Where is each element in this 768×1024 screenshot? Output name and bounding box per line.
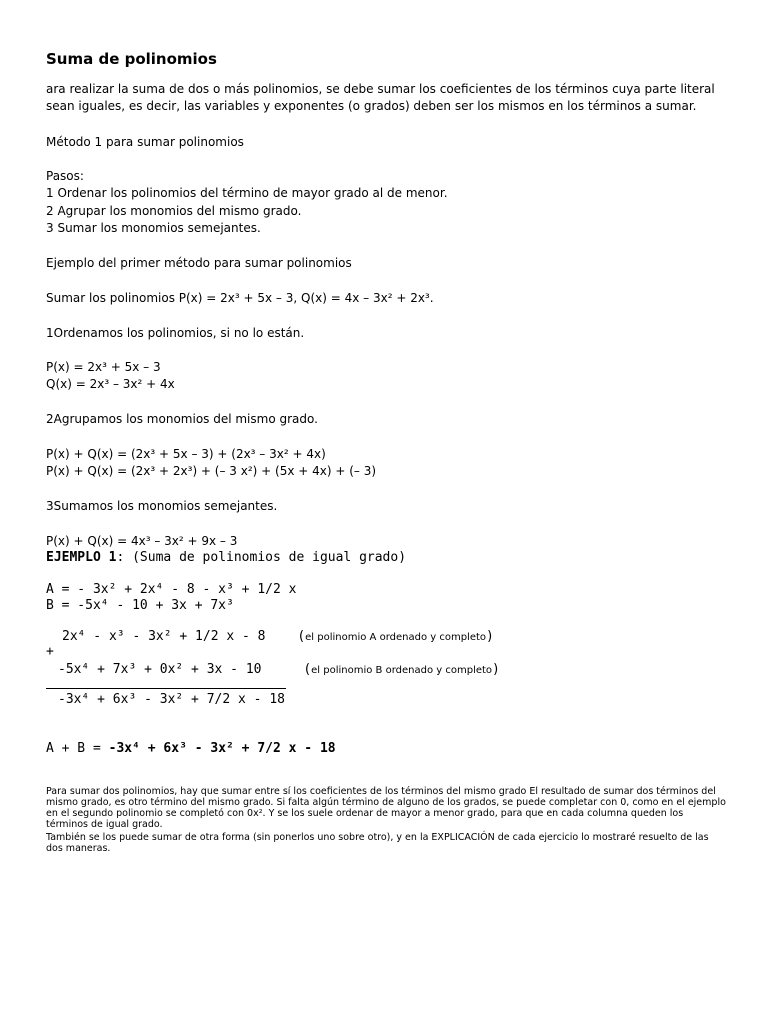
step1-heading: 1Ordenamos los polinomios, si no lo están.: [46, 326, 305, 340]
definition-a: A = - 3x² + 2x⁴ - 8 - x³ + 1/2 x: [46, 582, 297, 597]
ejemplo1-subtitle: : (Suma de polinomios de igual grado): [116, 550, 407, 565]
plus-sign: +: [46, 644, 54, 659]
step3-result: P(x) + Q(x) = 4x³ – 3x² + 9x – 3: [46, 534, 238, 548]
method-heading: Método 1 para sumar polinomios: [46, 135, 244, 149]
sum-statement: Sumar los polinomios P(x) = 2x³ + 5x – 3, Q(x) = 4x – 3x² + 2x³.: [46, 291, 434, 305]
step-item: 1 Ordenar los polinomios del término de mayor grado al de menor.: [46, 186, 448, 200]
row-a-terms: 2x⁴ - x³ - 3x² + 1/2 x - 8: [62, 629, 266, 644]
polynomial-p: P(x) = 2x³ + 5x – 3: [46, 360, 161, 374]
sum-row: -3x⁴ + 6x³ - 3x² + 7/2 x - 18: [58, 692, 285, 707]
ejemplo1-label: EJEMPLO 1: [46, 550, 117, 565]
sum-divider-line: [46, 688, 286, 689]
ejemplo1-heading: [46, 549, 406, 566]
ordered-row-b: -5x⁴ + 7x³ + 0x² + 3x - 10 (el polinomio B ordenado y completo): [58, 662, 500, 677]
step-item: 2 Agrupar los monomios del mismo grado.: [46, 204, 302, 218]
row-a-note: el polinomio A ordenado y completo: [305, 632, 487, 643]
final-result: [46, 740, 336, 757]
definition-b: B = -5x⁴ - 10 + 3x + 7x³: [46, 598, 234, 613]
intro-paragraph: ara realizar la suma de dos o más polinomios, se debe sumar los coeficientes de los términos cuya parte literal sean iguales, es decir, las variables y exponentes (o grados) deben ser los mismos en los términos a sumar.: [46, 82, 715, 113]
step2-heading: 2Agrupamos los monomios del mismo grado.: [46, 412, 318, 426]
row-b-terms: -5x⁴ + 7x³ + 0x² + 3x - 10: [58, 662, 262, 677]
ordered-row-a: 2x⁴ - x³ - 3x² + 1/2 x - 8 (el polinomio A ordenado y completo): [62, 629, 494, 644]
example-heading: Ejemplo del primer método para sumar polinomios: [46, 256, 352, 270]
grouping-line: P(x) + Q(x) = (2x³ + 5x – 3) + (2x³ – 3x² + 4x): [46, 447, 326, 461]
page-title: Suma de polinomios: [46, 50, 217, 68]
polynomial-q: Q(x) = 2x³ – 3x² + 4x: [46, 377, 175, 391]
row-b-note: el polinomio B ordenado y completo: [311, 665, 493, 676]
step-item: 3 Sumar los monomios semejantes.: [46, 221, 261, 235]
result-prefix: A + B =: [46, 741, 109, 756]
step3-heading: 3Sumamos los monomios semejantes.: [46, 499, 278, 513]
result-value: -3x⁴ + 6x³ - 3x² + 7/2 x - 18: [108, 741, 336, 756]
steps-label: Pasos:: [46, 169, 84, 183]
explanation-paragraph: Para sumar dos polinomios, hay que sumar entre sí los coeficientes de los términos del mismo grado El resultado de sumar dos términos del mismo grado, es otro término del mismo grado. Si falta algún término de alguno de los grados, se puede completar con 0, como en el ejemplo en el segundo polinomio se completó con 0x². Y se los suele ordenar de mayor a menor grado, para que en cada columna queden los términos de igual grado.: [46, 786, 726, 830]
grouping-line: P(x) + Q(x) = (2x³ + 2x³) + (– 3 x²) + (5x + 4x) + (– 3): [46, 464, 377, 478]
explanation-paragraph-2: También se los puede sumar de otra forma (sin ponerlos uno sobre otro), y en la EXPLICACIÓN de cada ejercicio lo mostraré resuelto de las dos maneras.: [46, 832, 709, 854]
